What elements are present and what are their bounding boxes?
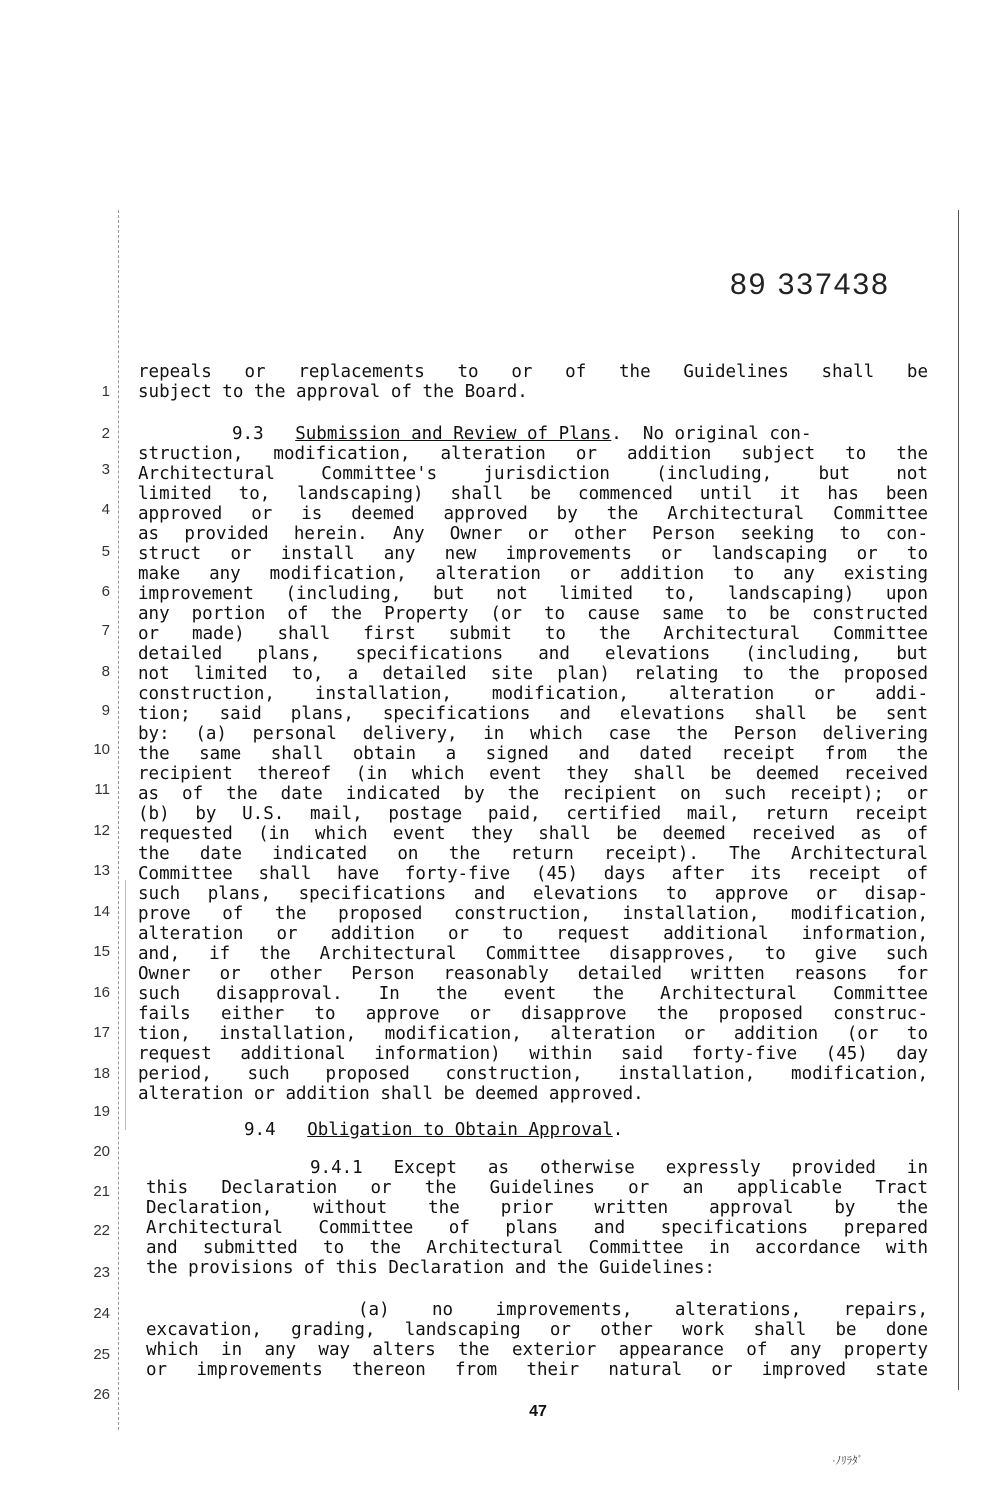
left-margin-rule (118, 210, 119, 1430)
section-9-3-first-line-rest: No original con- (642, 424, 812, 444)
section-9-3-heading-line: 9.3 Submission and Review of Plans. No original con- (232, 424, 812, 444)
line-number: 16 (93, 984, 110, 1001)
text-line: alteration or addition shall be deemed approved. (138, 1084, 644, 1104)
text-line: by: (a) personal delivery, in which case the Person delivering (138, 724, 928, 744)
line-number: 1 (101, 383, 110, 400)
text-line: construction, installation, modification, alteration or addi- (138, 684, 928, 704)
intro-paragraph (138, 362, 928, 402)
text-line: recipient thereof (in which event they shall be deemed received (138, 764, 928, 784)
text-line: prove of the proposed construction, installation, modification, (138, 904, 928, 924)
item-a-body (146, 1320, 928, 1380)
line-number: 19 (93, 1103, 110, 1120)
line-number: 12 (93, 822, 110, 839)
line-number: 14 (93, 903, 110, 920)
text-line: the provisions of this Declaration and the Guidelines: (146, 1258, 715, 1278)
text-line: fails either to approve or disapprove the proposed construc- (138, 1004, 928, 1024)
section-9-3-title: Submission and Review of Plans (295, 424, 612, 444)
text-line: the date indicated on the return receipt). The Architectural (138, 844, 928, 864)
text-line: struction, modification, alteration or addition subject to the (138, 444, 928, 464)
line-number: 11 (94, 781, 110, 798)
left-margin-rule-secondary (125, 880, 126, 1130)
line-number: 8 (101, 663, 110, 680)
section-9-4-number: 9.4 (244, 1120, 276, 1140)
intro-line: repeals or replacements to or of the Guidelines shall be (138, 362, 928, 382)
text-line: alteration or addition or to request additional information, (138, 924, 928, 944)
line-number: 17 (93, 1024, 110, 1041)
line-number: 2 (101, 425, 110, 442)
text-line: and, if the Architectural Committee disapproves, to give such (138, 944, 928, 964)
text-line: Owner or other Person reasonably detailed written reasons for (138, 964, 928, 984)
item-a-first-line: (a) no improvements, alterations, repairs, (358, 1300, 928, 1320)
line-number: 20 (93, 1143, 110, 1160)
text-line: Committee shall have forty-five (45) days after its receipt of (138, 864, 928, 884)
line-number: 9 (101, 702, 110, 719)
text-line: struct or install any new improvements or landscaping or to (138, 544, 928, 564)
line-number: 22 (93, 1222, 110, 1239)
text-line: excavation, grading, landscaping or other work shall be done (146, 1320, 928, 1340)
text-line: improvement (including, but not limited to, landscaping) upon (138, 584, 928, 604)
section-9-4-1-first-line: 9.4.1 Except as otherwise expressly provided in (310, 1158, 928, 1178)
text-line: this Declaration or the Guidelines or an applicable Tract (146, 1178, 928, 1198)
line-number: 15 (93, 943, 110, 960)
text-line: requested (in which event they shall be deemed received as of (138, 824, 928, 844)
line-number: 3 (101, 461, 110, 478)
section-9-3 (138, 424, 928, 1104)
line-number: 18 (93, 1065, 110, 1082)
line-number: 4 (101, 501, 110, 518)
text-line: make any modification, alteration or addition to any existing (138, 564, 928, 584)
text-line: period, such proposed construction, installation, modification, (138, 1064, 928, 1084)
line-number: 26 (93, 1386, 110, 1403)
text-line: not limited to, a detailed site plan) relating to the proposed (138, 664, 928, 684)
text-line: as of the date indicated by the recipient on such receipt); or (138, 784, 928, 804)
section-9-3-number: 9.3 (232, 424, 264, 444)
text-line: the same shall obtain a signed and dated receipt from the (138, 744, 928, 764)
text-line: such disapproval. In the event the Architectural Committee (138, 984, 928, 1004)
text-line: tion, installation, modification, alteration or addition (or to (138, 1024, 928, 1044)
item-a (146, 1300, 928, 1380)
text-line: (b) by U.S. mail, postage paid, certified mail, return receipt (138, 804, 928, 824)
line-number: 21 (93, 1183, 110, 1200)
line-number: 23 (93, 1264, 110, 1281)
text-line: limited to, landscaping) shall be commenced until it has been (138, 484, 928, 504)
section-9-3-body (138, 444, 928, 1104)
text-line: or made) shall first submit to the Architectural Committee (138, 624, 928, 644)
line-number: 25 (93, 1346, 110, 1363)
text-line: which in any way alters the exterior appearance of any property (146, 1340, 928, 1360)
line-number: 6 (101, 583, 110, 600)
line-number: 10 (93, 741, 110, 758)
text-line: request additional information) within said forty-five (45) day (138, 1044, 928, 1064)
section-9-4-1-body (146, 1178, 928, 1278)
section-9-4 (138, 1120, 928, 1140)
document-number: 89 337438 (730, 268, 890, 301)
line-number: 5 (101, 543, 110, 560)
intro-line: subject to the approval of the Board. (138, 382, 528, 402)
line-number: 24 (93, 1305, 110, 1322)
text-line: detailed plans, specifications and elevations (including, but (138, 644, 928, 664)
text-line: approved or is deemed approved by the Architectural Committee (138, 504, 928, 524)
text-line: Architectural Committee's jurisdiction (including, but not (138, 464, 928, 484)
section-9-4-1 (146, 1158, 928, 1278)
line-number: 7 (101, 622, 110, 639)
text-line: and submitted to the Architectural Committee in accordance with (146, 1238, 928, 1258)
line-number: 13 (93, 862, 110, 879)
section-9-4-title: Obligation to Obtain Approval (307, 1120, 613, 1140)
text-line: as provided herein. Any Owner or other Person seeking to con- (138, 524, 928, 544)
text-line: tion; said plans, specifications and elevations shall be sent (138, 704, 928, 724)
text-line: such plans, specifications and elevations to approve or disap- (138, 884, 928, 904)
text-line: any portion of the Property (or to cause same to be constructed (138, 604, 928, 624)
page-number: 47 (529, 1403, 547, 1420)
right-margin-rule (958, 210, 959, 1390)
section-9-4-heading-line: 9.4 Obligation to Obtain Approval. (244, 1120, 624, 1140)
text-line: Architectural Committee of plans and specifications prepared (146, 1218, 928, 1238)
text-line: Declaration, without the prior written approval by the (146, 1198, 928, 1218)
text-line: or improvements thereon from their natural or improved state (146, 1360, 928, 1380)
filing-stamp-mark: ·ﾉﾘﾗﾀﾞ (832, 1455, 864, 1467)
